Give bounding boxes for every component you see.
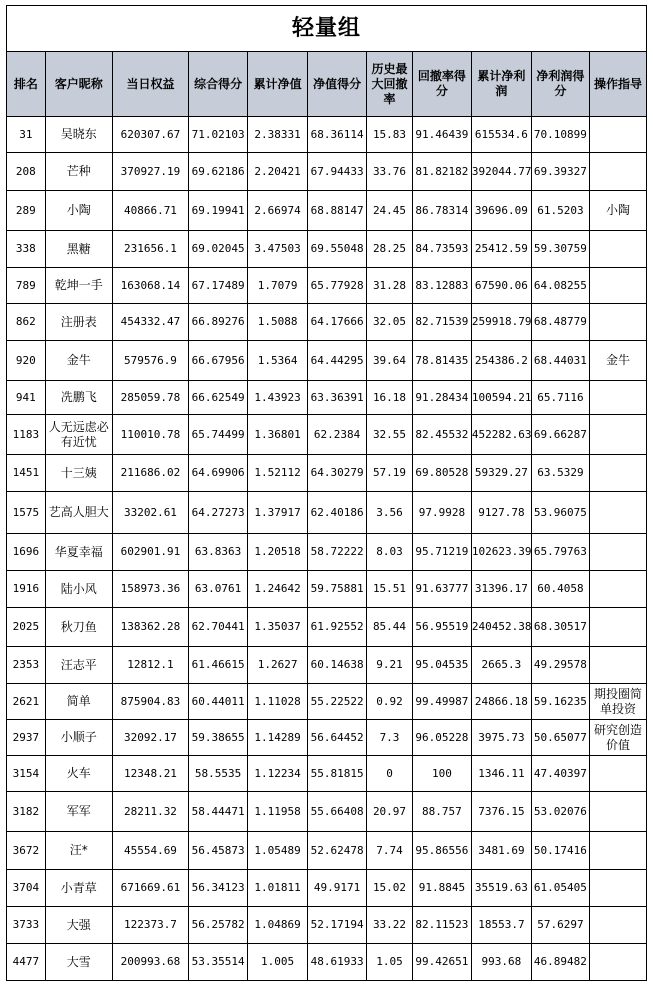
header-name: 客户昵称 [45,52,112,117]
cell-name: 艺高人胆大 [45,492,112,534]
cell-name: 汪志平 [45,647,112,684]
cell-profit-score: 69.39327 [531,153,589,191]
cell-drawdown-score: 84.73593 [412,231,471,268]
cell-rank: 3154 [7,756,46,792]
cell-guide [589,153,646,191]
cell-guide [589,832,646,870]
cell-profit-score: 57.6297 [531,907,589,944]
cell-nav-score: 62.40186 [308,492,367,534]
cell-profit: 615534.6 [471,117,531,153]
cell-nav-score: 59.75881 [308,571,367,608]
cell-nav: 1.52112 [248,455,308,492]
cell-profit-score: 60.4058 [531,571,589,608]
cell-profit: 993.68 [471,944,531,981]
cell-guide [589,944,646,981]
header-drawdown-score: 回撤率得分 [412,52,471,117]
cell-profit-score: 49.29578 [531,647,589,684]
cell-nav: 1.11028 [248,684,308,720]
cell-profit: 59329.27 [471,455,531,492]
cell-nav-score: 65.77928 [308,268,367,304]
cell-guide [589,571,646,608]
cell-equity: 231656.1 [112,231,188,268]
cell-profit: 452282.63 [471,415,531,455]
cell-equity: 33202.61 [112,492,188,534]
header-row [7,52,647,117]
cell-drawdown-score: 91.28434 [412,381,471,415]
cell-name: 小青草 [45,870,112,907]
cell-nav-score: 64.30279 [308,455,367,492]
cell-max-drawdown: 33.76 [367,153,413,191]
cell-max-drawdown: 7.74 [367,832,413,870]
table-row [7,381,647,415]
table-row [7,191,647,231]
cell-profit: 24866.18 [471,684,531,720]
table-row [7,832,647,870]
table-row [7,907,647,944]
cell-profit: 3975.73 [471,720,531,756]
cell-nav: 2.66974 [248,191,308,231]
header-nav-score: 净值得分 [308,52,367,117]
cell-nav: 3.47503 [248,231,308,268]
cell-drawdown-score: 99.42651 [412,944,471,981]
ranking-table [6,5,647,981]
cell-profit: 18553.7 [471,907,531,944]
cell-drawdown-score: 95.86556 [412,832,471,870]
cell-nav: 1.5364 [248,341,308,381]
header-score: 综合得分 [189,52,248,117]
cell-profit-score: 65.7116 [531,381,589,415]
cell-max-drawdown: 15.83 [367,117,413,153]
cell-max-drawdown: 39.64 [367,341,413,381]
cell-nav-score: 60.14638 [308,647,367,684]
cell-profit: 39696.09 [471,191,531,231]
cell-rank: 4477 [7,944,46,981]
cell-score: 69.02045 [189,231,248,268]
cell-rank: 2353 [7,647,46,684]
table-row [7,534,647,571]
cell-profit-score: 68.48779 [531,304,589,341]
cell-equity: 110010.78 [112,415,188,455]
cell-guide [589,492,646,534]
cell-nav: 1.36801 [248,415,308,455]
cell-score: 56.34123 [189,870,248,907]
cell-profit: 240452.38 [471,608,531,647]
cell-guide: 金牛 [589,341,646,381]
cell-nav-score: 68.88147 [308,191,367,231]
table-row [7,684,647,720]
cell-name: 大雪 [45,944,112,981]
cell-max-drawdown: 9.21 [367,647,413,684]
cell-score: 66.62549 [189,381,248,415]
cell-equity: 211686.02 [112,455,188,492]
table-row [7,571,647,608]
cell-max-drawdown: 28.25 [367,231,413,268]
cell-drawdown-score: 82.11523 [412,907,471,944]
cell-profit-score: 64.08255 [531,268,589,304]
cell-guide [589,415,646,455]
cell-profit-score: 46.89482 [531,944,589,981]
table-row [7,153,647,191]
table-row [7,792,647,832]
table-title: 轻量组 [7,6,647,52]
cell-score: 71.02103 [189,117,248,153]
cell-max-drawdown: 8.03 [367,534,413,571]
cell-score: 59.38655 [189,720,248,756]
table-row [7,944,647,981]
cell-nav-score: 55.22522 [308,684,367,720]
cell-name: 芒种 [45,153,112,191]
cell-score: 62.70441 [189,608,248,647]
cell-guide [589,304,646,341]
cell-profit: 3481.69 [471,832,531,870]
cell-nav-score: 67.94433 [308,153,367,191]
table-row [7,455,647,492]
cell-nav: 1.20518 [248,534,308,571]
cell-rank: 789 [7,268,46,304]
cell-score: 63.0761 [189,571,248,608]
cell-score: 56.45873 [189,832,248,870]
cell-drawdown-score: 97.9928 [412,492,471,534]
cell-name: 陆小风 [45,571,112,608]
cell-guide [589,608,646,647]
cell-drawdown-score: 82.71539 [412,304,471,341]
cell-nav-score: 62.2384 [308,415,367,455]
header-guide: 操作指导 [589,52,646,117]
cell-drawdown-score: 91.63777 [412,571,471,608]
cell-nav: 1.35037 [248,608,308,647]
cell-profit: 9127.78 [471,492,531,534]
cell-name: 大强 [45,907,112,944]
cell-name: 简单 [45,684,112,720]
cell-score: 69.62186 [189,153,248,191]
cell-profit-score: 63.5329 [531,455,589,492]
cell-nav-score: 69.55048 [308,231,367,268]
cell-score: 64.27273 [189,492,248,534]
cell-nav: 1.005 [248,944,308,981]
cell-equity: 163068.14 [112,268,188,304]
cell-nav-score: 61.92552 [308,608,367,647]
cell-nav-score: 52.17194 [308,907,367,944]
cell-max-drawdown: 32.05 [367,304,413,341]
cell-drawdown-score: 81.82182 [412,153,471,191]
cell-profit: 392044.77 [471,153,531,191]
cell-name: 十三姨 [45,455,112,492]
cell-name: 华夏幸福 [45,534,112,571]
cell-score: 66.89276 [189,304,248,341]
cell-drawdown-score: 56.95519 [412,608,471,647]
cell-profit: 102623.39 [471,534,531,571]
cell-profit: 31396.17 [471,571,531,608]
cell-drawdown-score: 82.45532 [412,415,471,455]
cell-rank: 3672 [7,832,46,870]
cell-nav-score: 48.61933 [308,944,367,981]
cell-max-drawdown: 85.44 [367,608,413,647]
cell-equity: 200993.68 [112,944,188,981]
cell-profit-score: 61.5203 [531,191,589,231]
cell-drawdown-score: 100 [412,756,471,792]
table-row [7,756,647,792]
table-row [7,720,647,756]
cell-guide [589,647,646,684]
cell-nav: 1.43923 [248,381,308,415]
table-row [7,231,647,268]
cell-nav: 1.01811 [248,870,308,907]
header-rank: 排名 [7,52,46,117]
cell-nav-score: 55.81815 [308,756,367,792]
table-row [7,608,647,647]
cell-score: 60.44011 [189,684,248,720]
cell-score: 64.69906 [189,455,248,492]
cell-guide [589,117,646,153]
header-nav: 累计净值 [248,52,308,117]
cell-drawdown-score: 95.04535 [412,647,471,684]
cell-profit-score: 61.05405 [531,870,589,907]
cell-equity: 122373.7 [112,907,188,944]
cell-equity: 620307.67 [112,117,188,153]
cell-guide [589,455,646,492]
table-row [7,341,647,381]
cell-max-drawdown: 15.02 [367,870,413,907]
cell-guide [589,870,646,907]
cell-max-drawdown: 7.3 [367,720,413,756]
table-body [7,117,647,981]
cell-score: 61.46615 [189,647,248,684]
cell-score: 56.25782 [189,907,248,944]
cell-drawdown-score: 91.46439 [412,117,471,153]
cell-equity: 602901.91 [112,534,188,571]
cell-profit: 2665.3 [471,647,531,684]
cell-profit: 67590.06 [471,268,531,304]
cell-max-drawdown: 57.19 [367,455,413,492]
cell-nav: 1.37917 [248,492,308,534]
cell-nav: 1.05489 [248,832,308,870]
cell-profit-score: 68.44031 [531,341,589,381]
cell-equity: 579576.9 [112,341,188,381]
cell-name: 黑糖 [45,231,112,268]
cell-rank: 31 [7,117,46,153]
cell-name: 注册表 [45,304,112,341]
cell-guide: 期投圈简单投资 [589,684,646,720]
cell-drawdown-score: 96.05228 [412,720,471,756]
cell-nav: 2.38331 [248,117,308,153]
cell-name: 汪* [45,832,112,870]
cell-score: 65.74499 [189,415,248,455]
cell-guide [589,792,646,832]
cell-profit-score: 53.02076 [531,792,589,832]
cell-rank: 920 [7,341,46,381]
header-profit-score: 净利润得分 [531,52,589,117]
cell-equity: 138362.28 [112,608,188,647]
header-equity: 当日权益 [112,52,188,117]
cell-max-drawdown: 31.28 [367,268,413,304]
cell-equity: 12348.21 [112,756,188,792]
cell-rank: 3704 [7,870,46,907]
cell-name: 冼鹏飞 [45,381,112,415]
cell-nav: 1.7079 [248,268,308,304]
cell-name: 金牛 [45,341,112,381]
cell-profit-score: 59.16235 [531,684,589,720]
cell-name: 军军 [45,792,112,832]
cell-profit-score: 47.40397 [531,756,589,792]
cell-rank: 862 [7,304,46,341]
cell-profit-score: 68.30517 [531,608,589,647]
cell-max-drawdown: 20.97 [367,792,413,832]
cell-guide [589,381,646,415]
cell-rank: 338 [7,231,46,268]
cell-name: 乾坤一手 [45,268,112,304]
cell-rank: 1575 [7,492,46,534]
cell-equity: 671669.61 [112,870,188,907]
cell-guide [589,756,646,792]
cell-nav-score: 49.9171 [308,870,367,907]
cell-guide [589,534,646,571]
cell-drawdown-score: 78.81435 [412,341,471,381]
cell-rank: 208 [7,153,46,191]
table-row [7,870,647,907]
cell-nav-score: 64.17666 [308,304,367,341]
cell-profit: 35519.63 [471,870,531,907]
header-max-drawdown: 历史最大回撤率 [367,52,413,117]
cell-drawdown-score: 99.49987 [412,684,471,720]
cell-profit-score: 69.66287 [531,415,589,455]
cell-nav: 1.11958 [248,792,308,832]
cell-max-drawdown: 1.05 [367,944,413,981]
cell-max-drawdown: 0 [367,756,413,792]
cell-profit: 259918.79 [471,304,531,341]
cell-profit-score: 53.96075 [531,492,589,534]
cell-rank: 941 [7,381,46,415]
cell-rank: 289 [7,191,46,231]
cell-profit: 100594.21 [471,381,531,415]
ranking-sheet [6,5,647,981]
cell-score: 67.17489 [189,268,248,304]
cell-guide: 小陶 [589,191,646,231]
cell-nav-score: 58.72222 [308,534,367,571]
cell-nav-score: 68.36114 [308,117,367,153]
cell-nav: 1.14289 [248,720,308,756]
cell-max-drawdown: 16.18 [367,381,413,415]
cell-rank: 1183 [7,415,46,455]
cell-rank: 2937 [7,720,46,756]
cell-score: 58.5535 [189,756,248,792]
cell-rank: 2621 [7,684,46,720]
cell-name: 火车 [45,756,112,792]
cell-name: 秋刀鱼 [45,608,112,647]
cell-equity: 12812.1 [112,647,188,684]
cell-guide: 研究创造价值 [589,720,646,756]
cell-profit-score: 59.30759 [531,231,589,268]
cell-name: 小陶 [45,191,112,231]
cell-nav-score: 52.62478 [308,832,367,870]
cell-nav: 1.24642 [248,571,308,608]
cell-max-drawdown: 3.56 [367,492,413,534]
cell-profit-score: 50.17416 [531,832,589,870]
cell-nav-score: 63.36391 [308,381,367,415]
cell-name: 人无远虑必有近忧 [45,415,112,455]
table-row [7,304,647,341]
cell-drawdown-score: 91.8845 [412,870,471,907]
table-row [7,415,647,455]
cell-drawdown-score: 83.12883 [412,268,471,304]
cell-score: 69.19941 [189,191,248,231]
cell-profit: 254386.2 [471,341,531,381]
cell-equity: 45554.69 [112,832,188,870]
cell-nav: 1.04869 [248,907,308,944]
table-row [7,268,647,304]
cell-equity: 158973.36 [112,571,188,608]
cell-name: 小顺子 [45,720,112,756]
cell-rank: 1696 [7,534,46,571]
cell-nav-score: 55.66408 [308,792,367,832]
cell-nav-score: 56.64452 [308,720,367,756]
cell-profit-score: 70.10899 [531,117,589,153]
cell-profit-score: 50.65077 [531,720,589,756]
cell-profit-score: 65.79763 [531,534,589,571]
cell-score: 66.67956 [189,341,248,381]
cell-equity: 285059.78 [112,381,188,415]
cell-equity: 370927.19 [112,153,188,191]
cell-drawdown-score: 86.78314 [412,191,471,231]
cell-nav: 2.20421 [248,153,308,191]
cell-profit: 1346.11 [471,756,531,792]
cell-drawdown-score: 69.80528 [412,455,471,492]
cell-nav: 1.2627 [248,647,308,684]
cell-rank: 1916 [7,571,46,608]
cell-rank: 3182 [7,792,46,832]
cell-max-drawdown: 33.22 [367,907,413,944]
cell-guide [589,907,646,944]
cell-equity: 28211.32 [112,792,188,832]
cell-equity: 454332.47 [112,304,188,341]
cell-profit: 7376.15 [471,792,531,832]
cell-equity: 32092.17 [112,720,188,756]
table-row [7,647,647,684]
cell-rank: 1451 [7,455,46,492]
cell-nav: 1.5088 [248,304,308,341]
cell-rank: 2025 [7,608,46,647]
header-profit: 累计净利润 [471,52,531,117]
cell-guide [589,268,646,304]
cell-rank: 3733 [7,907,46,944]
cell-max-drawdown: 0.92 [367,684,413,720]
cell-drawdown-score: 88.757 [412,792,471,832]
cell-guide [589,231,646,268]
cell-max-drawdown: 15.51 [367,571,413,608]
cell-score: 58.44471 [189,792,248,832]
cell-equity: 875904.83 [112,684,188,720]
cell-score: 63.8363 [189,534,248,571]
cell-equity: 40866.71 [112,191,188,231]
cell-nav: 1.12234 [248,756,308,792]
cell-profit: 25412.59 [471,231,531,268]
table-row [7,492,647,534]
cell-name: 吴晓东 [45,117,112,153]
cell-max-drawdown: 24.45 [367,191,413,231]
cell-max-drawdown: 32.55 [367,415,413,455]
cell-drawdown-score: 95.71219 [412,534,471,571]
cell-score: 53.35514 [189,944,248,981]
table-row [7,117,647,153]
cell-nav-score: 64.44295 [308,341,367,381]
